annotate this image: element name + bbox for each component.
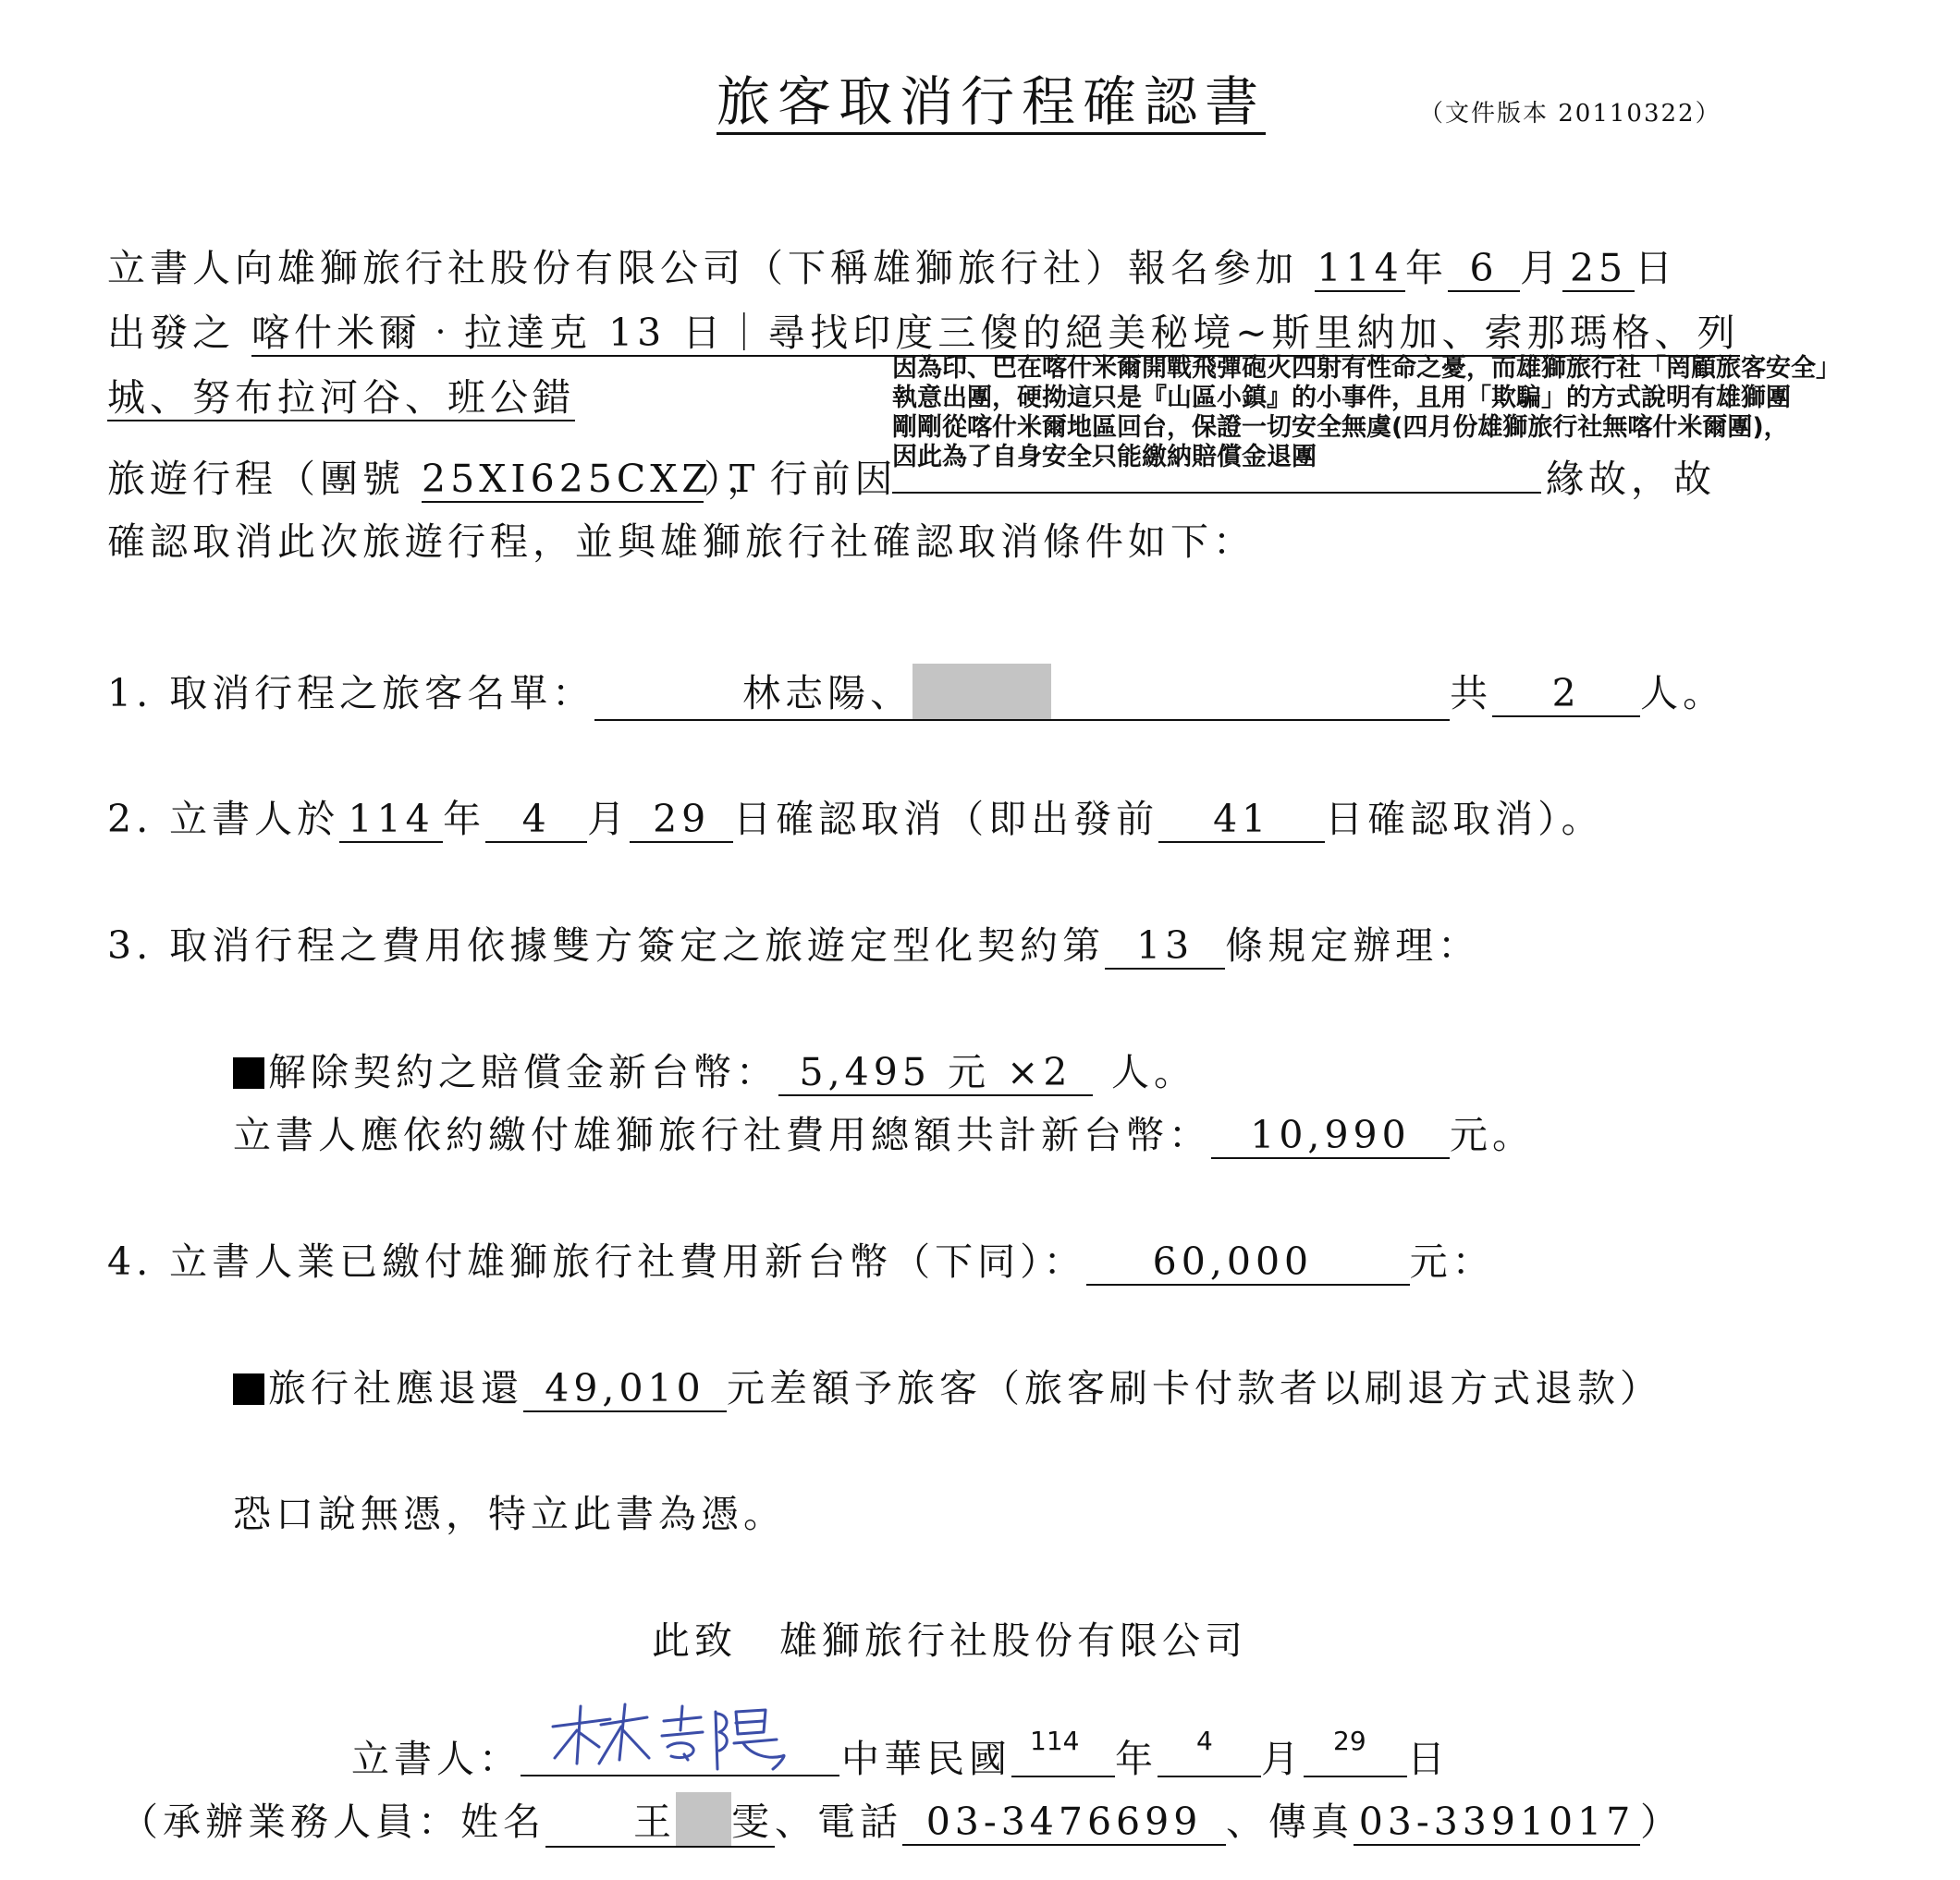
item-2 [107,788,1604,843]
item-2-suffix: 日確認取消）。 [1325,797,1604,841]
signer-label: 立書人： [351,1737,521,1781]
total-label: 立書人應依約繳付雄獅旅行社費用總額共計新台幣： [233,1113,1211,1157]
item-2-label: 2. 立書人於 [107,797,340,841]
reason-note-line-3: 剛剛從喀什米爾地區回台，保證一切安全無虞(四月份雄獅旅行社無喀什米爾團)， [892,412,1789,442]
compensation-amount: 5,495 元 ×2 [778,1051,1093,1096]
count-suffix: 人。 [1640,671,1726,715]
intro-line-5: 確認取消此次旅遊行程，並與雄獅旅行社確認取消條件如下： [107,519,1256,564]
item-2-mid: 日確認取消（即出發前 [733,797,1159,841]
redacted-name [913,664,1051,719]
phone-label: 、電話 [775,1800,902,1844]
cancel-year-unit: 年 [443,797,486,841]
cancel-month: 4 [485,798,587,843]
fax-label: 、傳真 [1226,1800,1354,1844]
refund-suffix: 元差額予旅客（旅客刷卡付款者以刷退方式退款） [727,1366,1662,1410]
intro-line-4 [107,448,898,503]
passenger-count: 2 [1492,672,1640,717]
total-suffix: 元。 [1450,1113,1535,1157]
refund-amount: 49,010 [523,1367,727,1412]
total-amount: 10,990 [1211,1114,1450,1159]
intro-line-3 [107,367,575,421]
agent-name-field [545,1792,775,1848]
passenger-list [594,664,1450,721]
checked-checkbox-icon [233,1373,264,1405]
agent-name-first: 王 [633,1800,676,1844]
reason-suffix: 緣故，故 [1546,457,1716,501]
agent-phone: 03-3476699 [902,1801,1226,1846]
item-1 [107,663,1725,721]
closing-statement: 恐口說無憑，特立此書為憑。 [233,1492,786,1536]
intro-line-1 [107,238,1677,292]
passenger-names: 林志陽、 [742,671,913,715]
total-row [233,1105,1535,1159]
departure-prefix: 出發之 [107,311,235,355]
refund-row [233,1358,1662,1412]
roc-label: 中華民國 [841,1737,1011,1781]
item-3-label: 3. 取消行程之費用依據雙方簽定之旅遊定型化契約第 [107,923,1106,968]
compensation-row [233,1042,1196,1096]
item-3-suffix: 條規定辦理： [1225,923,1481,968]
departure-day: 25 [1562,247,1635,292]
item-4-label: 4. 立書人業已繳付雄獅旅行社費用新台幣（下同）： [107,1239,1086,1284]
departure-year: 114 [1315,247,1405,292]
count-prefix: 共 [1450,671,1493,715]
salutation: 此致 雄獅旅行社股份有限公司 [652,1618,1247,1663]
intro-line-2 [107,302,1740,357]
tour-name-line-2: 城、努布拉河谷、班公錯 [107,375,575,420]
item-4 [107,1231,1495,1286]
signature-line [521,1775,839,1776]
sign-month: 4 [1196,1726,1213,1756]
sign-year-unit: 年 [1115,1737,1158,1781]
agent-name-last: 雯 [731,1800,774,1844]
tour-name-line-1: 喀什米爾‧拉達克 13 日｜尋找印度三傻的絕美秘境~斯里納加、索那瑪格、列 [251,311,1740,355]
agent-row [120,1791,1683,1848]
compensation-label: 解除契約之賠償金新台幣： [268,1050,778,1094]
redacted-agent-name [676,1792,731,1846]
reason-note-line-4: 因此為了自身安全只能繳納賠償金退團 [892,442,1317,471]
paid-suffix: 元： [1409,1239,1495,1284]
agent-fax: 03-3391017 [1354,1801,1640,1846]
refund-label: 旅行社應退還 [268,1366,523,1410]
cancel-month-unit: 月 [587,797,631,841]
cancel-year: 114 [339,798,443,843]
sign-date-row [841,1728,1450,1783]
reason-note-line-1: 因為印、巴在喀什米爾開戰飛彈砲火四射有性命之憂，而雄獅旅行社「罔顧旅客安全」 [892,354,1841,383]
sign-year-field [1011,1726,1115,1777]
compensation-suffix: 人。 [1111,1050,1196,1094]
days-before-departure: 41 [1158,798,1325,843]
document-version: （文件版本 20110322） [1419,100,1721,128]
departure-month-unit: 月 [1520,246,1563,290]
contract-clause-number: 13 [1105,924,1225,970]
sign-year: 114 [1030,1726,1080,1756]
tour-code-prefix: 旅遊行程（團號 [107,457,405,501]
paid-amount-field [1086,1240,1410,1286]
departure-year-unit: 年 [1405,246,1449,290]
handwritten-signature [545,1699,795,1773]
intro-prefix: 立書人向雄獅旅行社股份有限公司（下稱雄獅旅行社）報名參加 [107,246,1298,290]
reason-prefix: ），行前因 [704,457,898,501]
agent-prefix: （承辦業務人員：姓名 [120,1800,545,1844]
cancel-day: 29 [630,798,733,843]
tour-code: 25XI625CXZ T [422,458,704,503]
sign-day-field [1304,1726,1407,1777]
checked-checkbox-icon [233,1057,264,1089]
reason-underline [892,492,1541,494]
sign-day-unit: 日 [1407,1737,1450,1781]
sign-month-unit: 月 [1261,1737,1304,1781]
item-3 [107,915,1480,970]
paid-amount: 60,000 [1152,1239,1314,1284]
departure-month: 6 [1448,247,1520,292]
agent-suffix: ） [1640,1800,1683,1844]
sign-day: 29 [1333,1726,1366,1756]
departure-day-unit: 日 [1635,246,1678,290]
sign-month-field [1158,1726,1261,1777]
reason-note-line-2: 執意出團，硬拗這只是『山區小鎮』的小事件，且用「欺騙」的方式說明有雄獅團 [892,383,1791,412]
document-title: 旅客取消行程確認書 [717,70,1267,133]
item-1-label: 1. 取消行程之旅客名單： [107,671,595,715]
